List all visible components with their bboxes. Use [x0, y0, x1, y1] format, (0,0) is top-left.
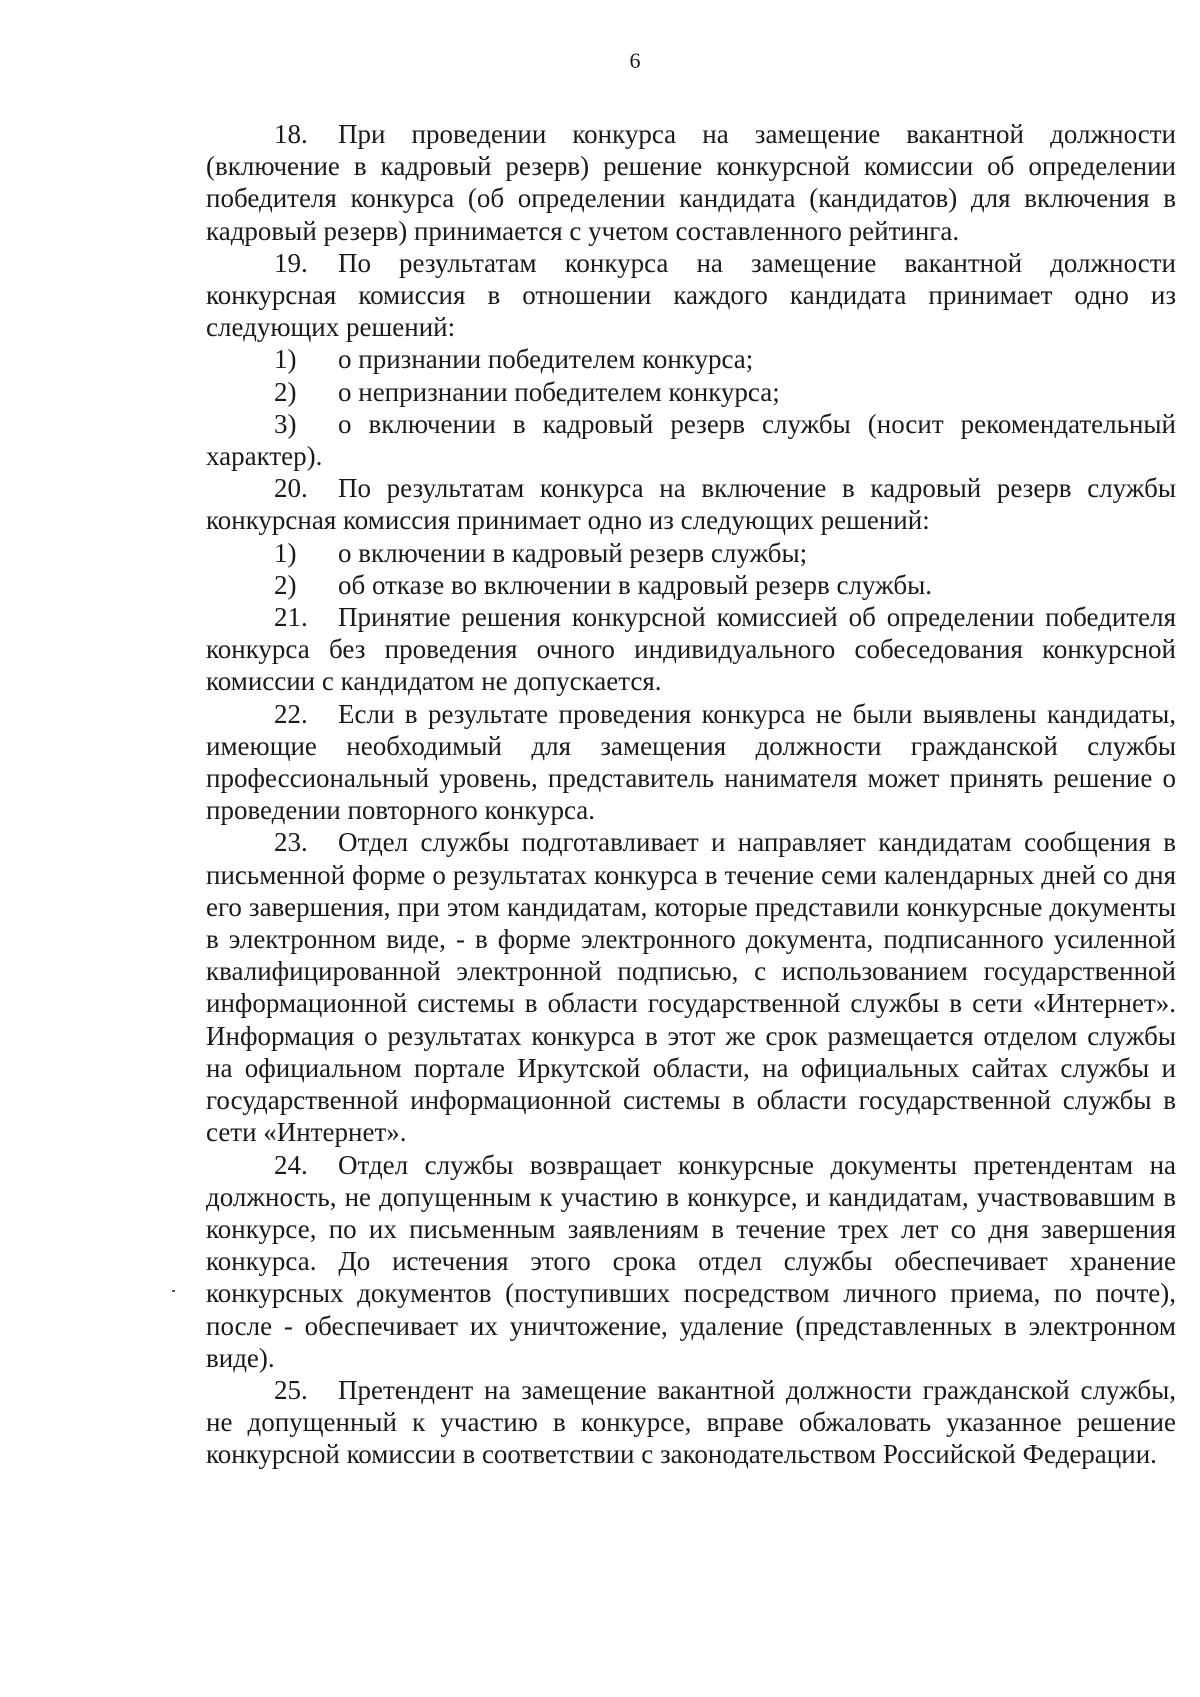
paragraph-25 [206, 1374, 1176, 1471]
paragraph-20 [206, 472, 1176, 536]
paragraph-number: 22. [274, 698, 308, 729]
paragraph-number: 18. [274, 119, 308, 149]
paragraph-19 [206, 247, 1176, 344]
paragraph-text: Отдел службы возвращает конкурсные документы претендентам на должность, не допущенным к участию в конкурсе, и кандидатам, участвовавшим в конкурсе, по их письменным заявлениям в течение трех лет со дня завершения конкурса. До истечения этого срока отдел службы обеспечивает хранение конкурсных документов (поступивших посредством личного приема, по почте), после - обеспечивает их уничтожение, удаление (представленных в электронном виде). [206, 1149, 1176, 1373]
paragraph-number: 25. [274, 1374, 308, 1405]
scan-artifact [172, 1290, 175, 1292]
paragraph-text: Принятие решения конкурсной комиссией об определении победителя конкурса без проведения очного индивидуального собеседования конкурсной комиссии с кандидатом не допускается. [206, 602, 1176, 697]
paragraph-text: Претендент на замещение вакантной должности гражданской службы, не допущенный к участию в конкурсе, вправе обжаловать указанное решение конкурсной комиссии в соответствии с законодательством Российской Федерации. [206, 1374, 1176, 1470]
paragraph-number: 20. [274, 473, 308, 504]
paragraph-text: При проведении конкурса на замещение вакантной должности (включение в кадровый резерв) решение конкурсной комиссии об определении победителя конкурса (об определении кандидата (кандидатов) для включения в кадровый резерв) принимается с учетом составленного рейтинга. [206, 119, 1176, 246]
list-item-text: об отказе во включении в кадровый резерв службы. [338, 569, 932, 600]
list-item-19-2 [206, 376, 1176, 408]
list-item-number: 2) [274, 569, 297, 600]
paragraph-number: 21. [274, 602, 308, 633]
paragraph-number: 24. [274, 1149, 308, 1180]
paragraph-text: По результатам конкурса на включение в кадровый резерв службы конкурсная комиссия принимает одно из следующих решений: [206, 473, 1176, 536]
paragraph-23 [206, 826, 1176, 1148]
page-number: 6 [629, 48, 641, 73]
list-item-20-1 [206, 537, 1176, 569]
paragraph-text: Отдел службы подготавливает и направляет кандидатам сообщения в письменной форме о результатах конкурса в течение семи календарных дней со дня его завершения, при этом кандидатам, которые представили конкурсные документы в электронном виде, - в форме электронного документа, подписанного усиленной квалифицированной электронной подписью, с использованием государственной информационной системы в области государственной службы в сети «Интернет». Информация о результатах конкурса в этот же срок размещается отделом службы на официальном портале Иркутской области, на официальных сайтах службы и государственной информационной системы в области государственной службы в сети «Интернет». [206, 827, 1176, 1148]
paragraph-18 [206, 118, 1176, 247]
paragraph-number: 19. [274, 247, 308, 278]
list-item-19-3 [206, 408, 1176, 472]
list-item-text: о включении в кадровый резерв службы (носит рекомендательный характер). [206, 408, 1176, 472]
paragraph-21 [206, 601, 1176, 698]
list-item-text: о включении в кадровый резерв службы; [338, 537, 808, 568]
list-item-number: 1) [274, 344, 297, 375]
list-item-number: 3) [274, 408, 297, 439]
paragraph-22 [206, 698, 1176, 827]
list-item-20-2 [206, 569, 1176, 601]
list-item-text: о непризнании победителем конкурса; [338, 376, 780, 407]
paragraph-text: Если в результате проведения конкурса не были выявлены кандидаты, имеющие необходимый для замещения должности гражданской службы профессиональный уровень, представитель нанимателя может принять решение о проведении повторного конкурса. [206, 698, 1176, 826]
document-body [206, 118, 1176, 1471]
paragraph-text: По результатам конкурса на замещение вакантной должности конкурсная комиссия в отношении каждого кандидата принимает одно из следующих решений: [206, 247, 1176, 343]
paragraph-number: 23. [274, 827, 308, 858]
paragraph-24 [206, 1149, 1176, 1374]
list-item-text: о признании победителем конкурса; [338, 344, 754, 375]
list-item-number: 2) [274, 376, 297, 407]
list-item-19-1 [206, 343, 1176, 375]
list-item-number: 1) [274, 537, 297, 568]
